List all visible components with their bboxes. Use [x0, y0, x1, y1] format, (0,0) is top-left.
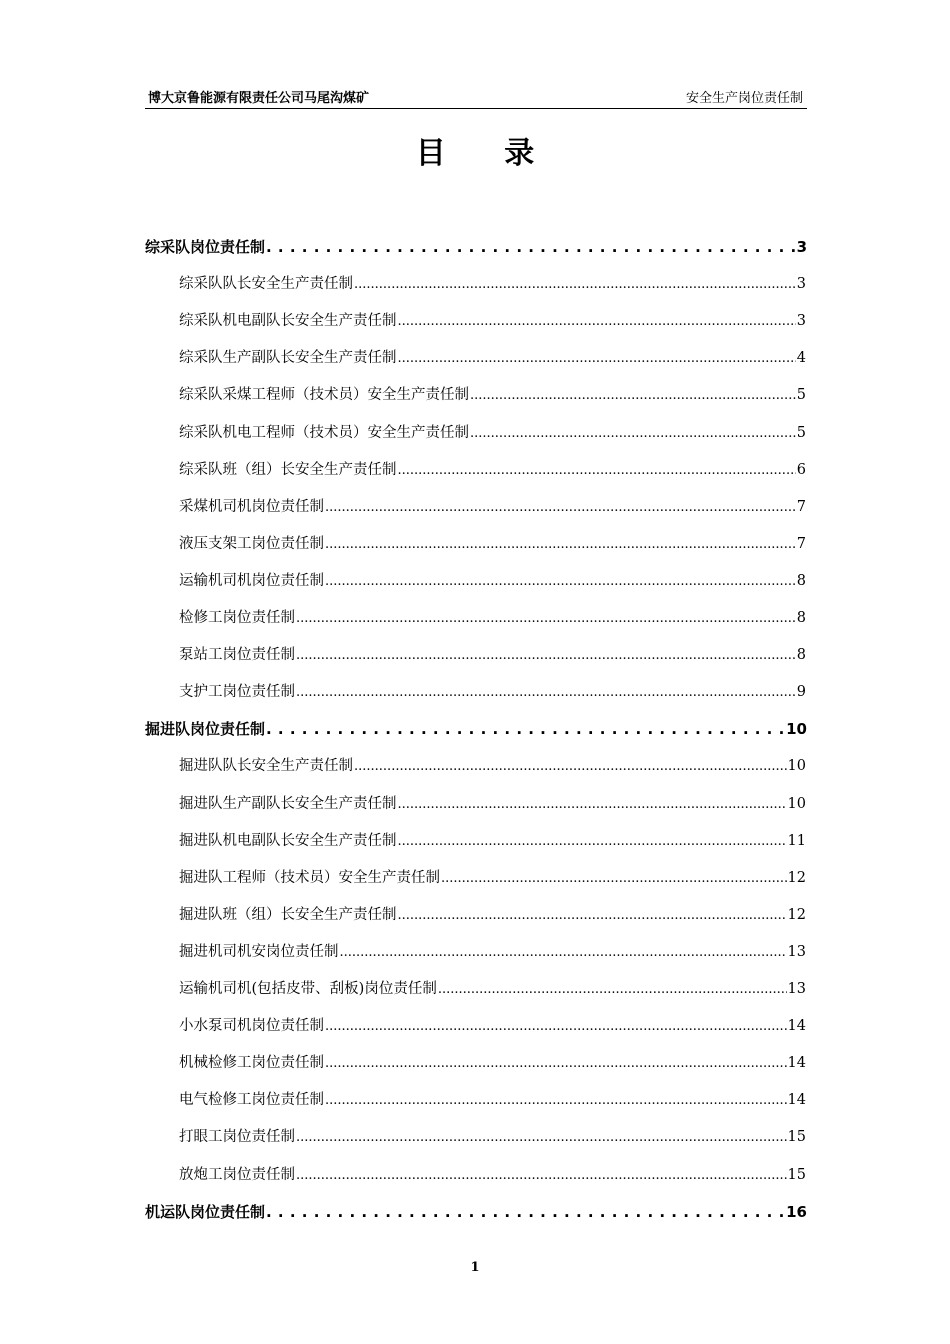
- toc-dot-leader: [296, 1164, 787, 1186]
- toc-section-entry[interactable]: [145, 1201, 807, 1223]
- toc-entry-page: 10: [787, 796, 806, 812]
- toc-item-entry[interactable]: [179, 570, 806, 592]
- toc-dot-leader: [398, 830, 787, 852]
- toc-item-entry[interactable]: [179, 607, 806, 629]
- toc-entry-label: 综采队岗位责任制: [145, 238, 266, 256]
- toc-entry-page: 3: [796, 313, 806, 329]
- toc-item-entry[interactable]: [179, 978, 806, 1000]
- toc-entry-page: 5: [796, 425, 806, 441]
- toc-item-entry[interactable]: [179, 1126, 806, 1148]
- toc-dot-leader: [438, 978, 787, 1000]
- toc-entry-label: 小水泵司机岗位责任制: [179, 1018, 324, 1034]
- toc-entry-page: 10: [787, 758, 806, 774]
- toc-entry-label: 掘进队工程师（技术员）安全生产责任制: [179, 870, 440, 886]
- toc-entry-label: 机运队岗位责任制: [145, 1203, 266, 1221]
- toc-item-entry[interactable]: [179, 347, 806, 369]
- toc-entry-page: 7: [796, 499, 806, 515]
- toc-entry-page: 6: [796, 462, 806, 478]
- page-header: [145, 92, 807, 109]
- toc-entry-page: 16: [786, 1203, 807, 1221]
- toc-item-entry[interactable]: [179, 1052, 806, 1074]
- toc-dot-leader: [470, 384, 796, 406]
- toc-entry-page: 3: [796, 238, 807, 256]
- toc-dot-leader: [354, 273, 796, 295]
- toc-section-entry[interactable]: [145, 718, 807, 740]
- toc-entry-label: 综采队班（组）长安全生产责任制: [179, 462, 397, 478]
- toc-dot-leader: [296, 607, 796, 629]
- toc-entry-page: 5: [796, 387, 806, 403]
- toc-item-entry[interactable]: [179, 496, 806, 518]
- toc-section-entry[interactable]: [145, 236, 807, 258]
- toc-entry-page: 15: [787, 1167, 806, 1183]
- toc-entry-label: 支护工岗位责任制: [179, 684, 295, 700]
- toc-dot-leader: [354, 755, 787, 777]
- toc-entry-label: 运输机司机(包括皮带、刮板)岗位责任制: [179, 981, 437, 997]
- toc-entry-page: 7: [796, 536, 806, 552]
- toc-entry-label: 液压支架工岗位责任制: [179, 536, 324, 552]
- toc-entry-label: 掘进队队长安全生产责任制: [179, 758, 353, 774]
- toc-entry-page: 12: [787, 907, 806, 923]
- toc-entry-label: 掘进队班（组）长安全生产责任制: [179, 907, 397, 923]
- toc-dot-leader: [325, 496, 796, 518]
- toc-item-entry[interactable]: [179, 273, 806, 295]
- toc-item-entry[interactable]: [179, 384, 806, 406]
- toc-entry-page: 3: [796, 276, 806, 292]
- toc-dot-leader: [266, 718, 785, 740]
- toc-entry-label: 打眼工岗位责任制: [179, 1129, 295, 1145]
- toc-dot-leader: [296, 681, 796, 703]
- toc-dot-leader: [398, 347, 796, 369]
- toc-dot-leader: [470, 422, 796, 444]
- toc-item-entry[interactable]: [179, 310, 806, 332]
- toc-entry-page: 14: [787, 1018, 806, 1034]
- toc-dot-leader: [266, 1201, 785, 1223]
- toc-item-entry[interactable]: [179, 867, 806, 889]
- toc-dot-leader: [325, 533, 796, 555]
- toc-dot-leader: [325, 1089, 787, 1111]
- toc-entry-label: 泵站工岗位责任制: [179, 647, 295, 663]
- toc-entry-label: 综采队队长安全生产责任制: [179, 276, 353, 292]
- toc-dot-leader: [325, 1015, 787, 1037]
- toc-entry-page: 4: [796, 350, 806, 366]
- header-document-title: 安全生产岗位责任制: [685, 91, 803, 106]
- toc-title: 目 录: [415, 136, 559, 171]
- toc-item-entry[interactable]: [179, 681, 806, 703]
- toc-entry-label: 综采队生产副队长安全生产责任制: [179, 350, 397, 366]
- toc-entry-label: 机械检修工岗位责任制: [179, 1055, 324, 1071]
- toc-entry-label: 综采队采煤工程师（技术员）安全生产责任制: [179, 387, 469, 403]
- toc-entry-page: 13: [787, 944, 806, 960]
- page-number: 1: [470, 1260, 480, 1275]
- toc-dot-leader: [398, 793, 787, 815]
- toc-entry-page: 14: [787, 1092, 806, 1108]
- toc-entry-label: 检修工岗位责任制: [179, 610, 295, 626]
- toc-entry-label: 掘进队机电副队长安全生产责任制: [179, 833, 397, 849]
- header-company: 博大京鲁能源有限责任公司马尾沟煤矿: [148, 91, 370, 106]
- toc-item-entry[interactable]: [179, 644, 806, 666]
- toc-entry-page: 12: [787, 870, 806, 886]
- toc-dot-leader: [398, 310, 796, 332]
- toc-item-entry[interactable]: [179, 1015, 806, 1037]
- toc-item-entry[interactable]: [179, 755, 806, 777]
- toc-dot-leader: [325, 570, 796, 592]
- toc-item-entry[interactable]: [179, 533, 806, 555]
- toc-entry-page: 8: [796, 573, 806, 589]
- toc-entry-page: 14: [787, 1055, 806, 1071]
- toc-item-entry[interactable]: [179, 422, 806, 444]
- toc-dot-leader: [325, 1052, 787, 1074]
- toc-entry-page: 8: [796, 610, 806, 626]
- toc-entry-page: 8: [796, 647, 806, 663]
- toc-item-entry[interactable]: [179, 459, 806, 481]
- toc-dot-leader: [266, 236, 796, 258]
- toc-entry-label: 掘进机司机安岗位责任制: [179, 944, 339, 960]
- toc-item-entry[interactable]: [179, 830, 806, 852]
- toc-entry-label: 掘进队生产副队长安全生产责任制: [179, 796, 397, 812]
- toc-entry-page: 15: [787, 1129, 806, 1145]
- toc-dot-leader: [296, 644, 796, 666]
- toc-entry-page: 10: [786, 720, 807, 738]
- toc-dot-leader: [296, 1126, 787, 1148]
- toc-dot-leader: [398, 904, 787, 926]
- toc-item-entry[interactable]: [179, 941, 806, 963]
- toc-entry-label: 采煤机司机岗位责任制: [179, 499, 324, 515]
- toc-dot-leader: [340, 941, 787, 963]
- toc-entry-label: 综采队机电工程师（技术员）安全生产责任制: [179, 425, 469, 441]
- toc-item-entry[interactable]: [179, 1089, 806, 1111]
- toc-entry-label: 综采队机电副队长安全生产责任制: [179, 313, 397, 329]
- toc-entry-label: 放炮工岗位责任制: [179, 1167, 295, 1183]
- toc-dot-leader: [441, 867, 787, 889]
- toc-entry-label: 掘进队岗位责任制: [145, 720, 266, 738]
- toc-entry-page: 13: [787, 981, 806, 997]
- toc-entry-page: 11: [787, 833, 806, 849]
- toc-item-entry[interactable]: [179, 793, 806, 815]
- toc-item-entry[interactable]: [179, 904, 806, 926]
- toc-entry-label: 电气检修工岗位责任制: [179, 1092, 324, 1108]
- toc-entry-label: 运输机司机岗位责任制: [179, 573, 324, 589]
- toc-dot-leader: [398, 459, 796, 481]
- toc-item-entry[interactable]: [179, 1164, 806, 1186]
- toc-entry-page: 9: [796, 684, 806, 700]
